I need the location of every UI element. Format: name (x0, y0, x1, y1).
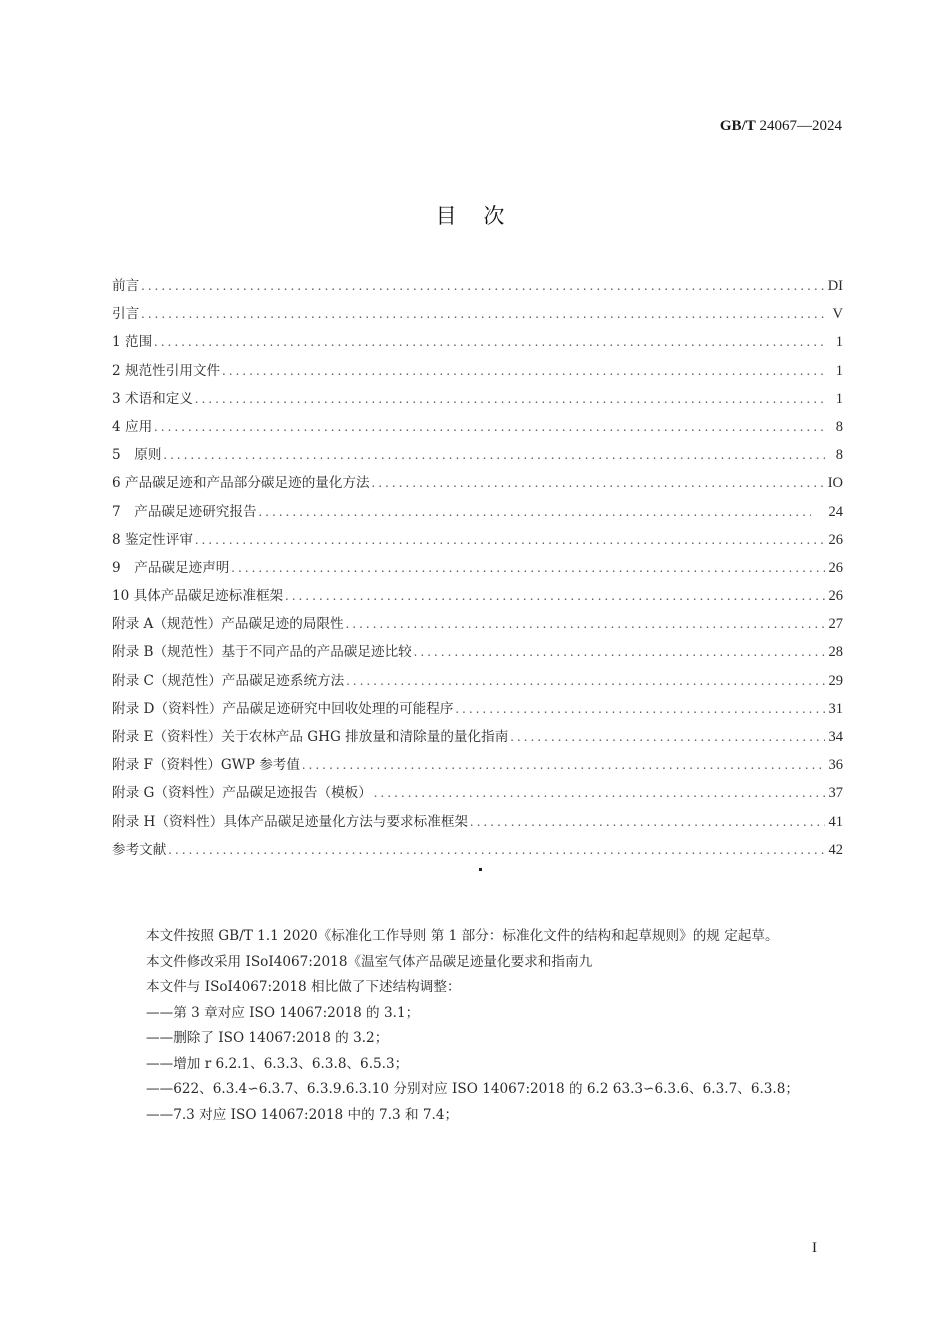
toc-entry[interactable] (112, 697, 843, 725)
toc-entry-page: 1 (835, 334, 843, 351)
toc-leader-dots (222, 363, 825, 379)
toc-entry-page: IO (827, 475, 843, 492)
toc-entry-label: 附录 E（资料性）关于农林产品 GHG 排放量和清除量的量化指南 (112, 729, 509, 745)
toc-entry-page: 36 (828, 757, 843, 774)
toc-leader-dots (259, 504, 811, 520)
toc-entry-page: 37 (828, 785, 843, 802)
toc-leader-dots (455, 701, 825, 717)
toc-leader-dots (154, 334, 825, 350)
toc-leader-dots (302, 757, 825, 773)
toc-entry[interactable] (112, 725, 843, 753)
paragraph: 本文件按照 GB/T 1.1 2020《标准化工作导则 第 1 部分：标准化文件的结构和起草规则》的规 定起草。 (146, 928, 779, 944)
table-of-contents (112, 274, 843, 866)
toc-entry-page: 34 (828, 729, 843, 745)
page-title: 目 次 (435, 204, 515, 228)
separator-dot (479, 868, 482, 871)
toc-entry[interactable] (112, 415, 843, 443)
standard-number: 24067—2024 (755, 118, 842, 134)
toc-leader-dots (470, 814, 825, 830)
toc-entry-page: 27 (828, 616, 843, 633)
toc-leader-dots (154, 419, 825, 435)
toc-entry[interactable] (112, 330, 843, 358)
toc-entry-label: 6 产品碳足迹和产品部分碳足迹的量化方法 (112, 475, 370, 492)
toc-entry-page: 24 (828, 503, 843, 520)
toc-entry[interactable] (112, 838, 843, 866)
toc-entry-page: 29 (828, 672, 843, 689)
toc-leader-dots (374, 785, 825, 801)
toc-entry[interactable] (112, 556, 843, 584)
toc-leader-dots (168, 842, 825, 858)
toc-entry-label: 7 产品碳足迹研究报告 (112, 503, 257, 520)
toc-leader-dots (141, 306, 825, 322)
toc-entry-label: 引言 (112, 306, 140, 323)
toc-leader-dots (195, 532, 825, 548)
toc-entry-page: 28 (828, 644, 843, 661)
toc-entry[interactable] (112, 471, 843, 499)
toc-entry-page: 41 (828, 813, 843, 830)
toc-entry-page: 8 (835, 418, 843, 435)
toc-entry-page: 8 (835, 447, 843, 464)
toc-entry[interactable] (112, 274, 843, 302)
toc-entry-label: 参考文献 (112, 841, 167, 858)
toc-entry-page: 1 (835, 362, 843, 379)
toc-entry[interactable] (112, 387, 843, 415)
toc-entry-page: 26 (828, 559, 843, 576)
toc-entry-page: 26 (828, 588, 843, 605)
toc-entry-page: DI (827, 278, 843, 294)
paragraph: 本文件修改采用 ISoI4067:2018《温室气体产品碳足迹量化要求和指南九 (146, 953, 593, 970)
toc-entry[interactable] (112, 443, 843, 471)
toc-entry-label: 5 原则 (112, 447, 162, 464)
list-item: ——第 3 章对应 ISO 14067:2018 的 3.1； (146, 1004, 420, 1021)
toc-leader-dots (414, 644, 825, 660)
toc-entry-label: 4 应用 (112, 418, 153, 435)
toc-entry[interactable] (112, 781, 843, 809)
toc-entry[interactable] (112, 612, 843, 640)
toc-entry-page: V (832, 306, 843, 323)
paragraph: 本文件与 ISoI4067:2018 相比做了下述结构调整： (146, 979, 461, 995)
toc-entry[interactable] (112, 753, 843, 781)
toc-entry-label: 10 具体产品碳足迹标准框架 (112, 588, 284, 605)
toc-leader-dots (510, 729, 825, 745)
toc-leader-dots (346, 616, 825, 632)
toc-entry-label: 附录 C（规范性）产品碳足迹系统方法 (112, 672, 345, 689)
page-number: I (812, 1240, 817, 1256)
toc-entry-label: 附录 D（资料性）产品碳足迹研究中回收处理的可能程序 (112, 700, 454, 717)
toc-entry-label: 2 规范性引用文件 (112, 362, 221, 379)
toc-leader-dots (195, 391, 825, 407)
toc-entry-label: 9 产品碳足迹声明 (112, 559, 230, 576)
list-item: ——增加 r 6.2.1、6.3.3、6.3.8、6.5.3； (146, 1055, 409, 1072)
toc-entry-label: 附录 A（规范性）产品碳足迹的局限性 (112, 616, 344, 633)
toc-leader-dots (346, 673, 825, 689)
toc-entry-label: 1 范围 (112, 334, 153, 351)
list-item: ——7.3 对应 ISO 14067:2018 中的 7.3 和 7.4； (146, 1106, 459, 1123)
toc-entry-label: 附录 F（资料性）GWP 参考值 (112, 757, 300, 774)
toc-leader-dots (141, 278, 825, 294)
toc-entry-label: 附录 B（规范性）基于不同产品的产品碳足迹比较 (112, 644, 412, 661)
toc-entry-label: 前言 (112, 278, 140, 294)
toc-entry-label: 附录 H（资料性）具体产品碳足迹量化方法与要求标准框架 (112, 813, 469, 830)
toc-entry-page: 31 (828, 700, 843, 717)
toc-entry[interactable] (112, 640, 843, 668)
toc-entry-label: 附录 G（资料性）产品碳足迹报告（模板） (112, 785, 372, 802)
toc-entry-page: 1 (835, 390, 843, 407)
toc-entry-label: 8 鉴定性评审 (112, 531, 193, 548)
toc-entry[interactable] (112, 810, 843, 838)
standard-prefix: GB/T (719, 118, 756, 134)
list-item: ——删除了 ISO 14067:2018 的 3.2； (146, 1030, 389, 1046)
toc-entry-label: 3 术语和定义 (112, 390, 193, 407)
toc-leader-dots (231, 560, 825, 576)
toc-leader-dots (372, 475, 825, 491)
standard-code (720, 118, 842, 135)
toc-leader-dots (163, 447, 825, 463)
toc-entry-page: 42 (828, 841, 843, 858)
toc-leader-dots (285, 588, 825, 604)
toc-entry-page: 26 (828, 531, 843, 548)
toc-entry[interactable] (112, 302, 843, 330)
list-item: ——622、6.3.4∽6.3.7、6.3.9.6.3.10 分别对应 ISO 14067:2018 的 6.2 63.3∽6.3.6、6.3.7、6.3.8； (146, 1081, 799, 1097)
toc-entry[interactable] (112, 359, 843, 387)
toc-entry[interactable] (112, 528, 843, 556)
toc-entry[interactable] (112, 500, 843, 528)
toc-entry[interactable] (112, 669, 843, 697)
foreword-text (146, 924, 866, 1128)
toc-entry[interactable] (112, 584, 843, 612)
